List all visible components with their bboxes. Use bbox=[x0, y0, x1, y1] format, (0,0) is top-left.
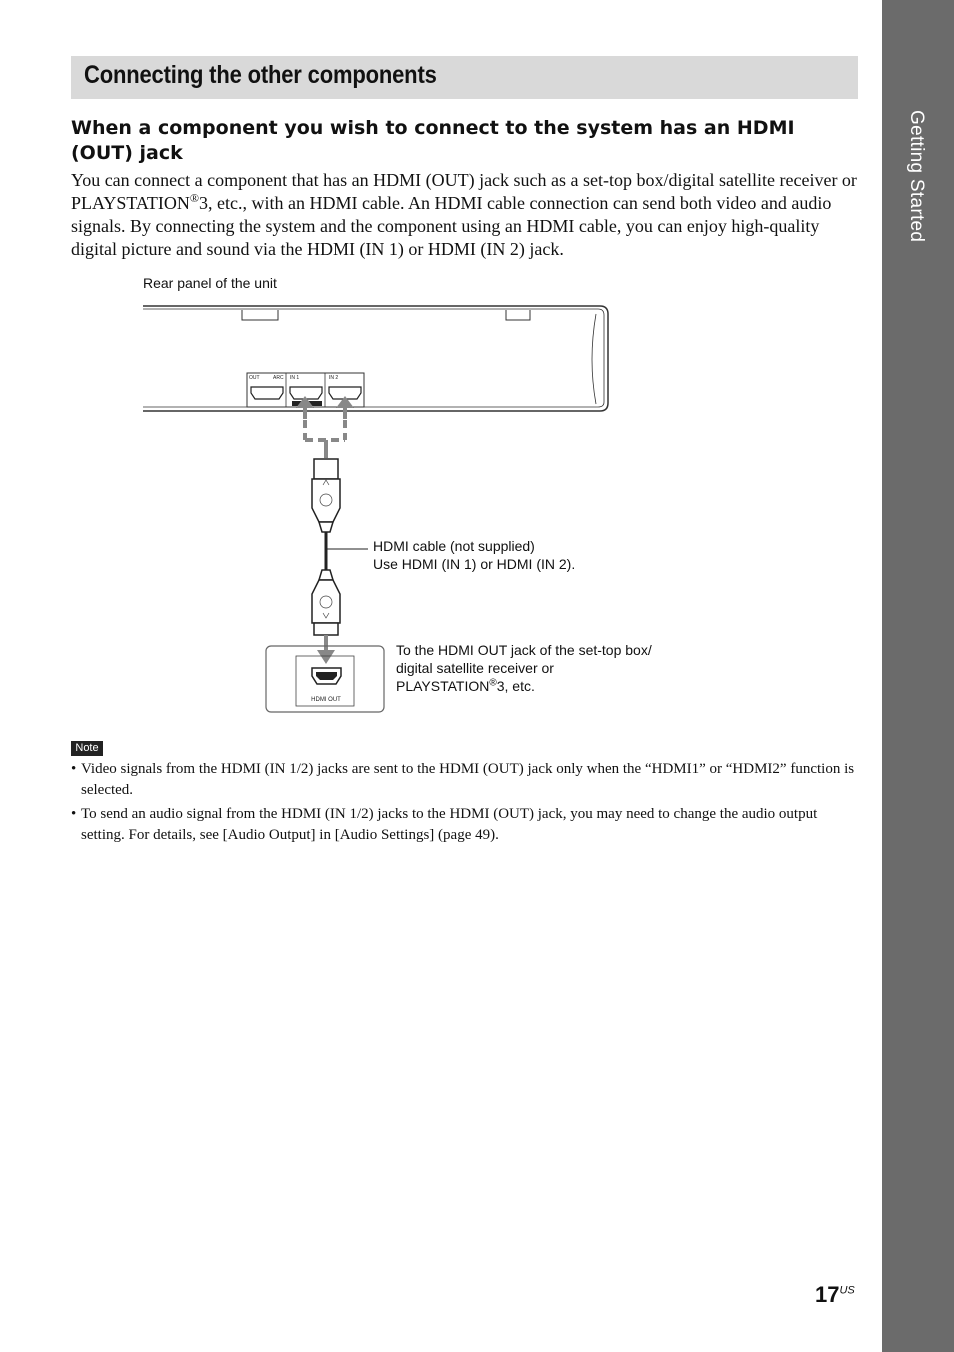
hdmi-cable bbox=[312, 459, 340, 635]
note-item bbox=[71, 759, 861, 801]
arrow-down-icon bbox=[317, 650, 335, 664]
panel-jack-out bbox=[251, 387, 283, 399]
notes-list bbox=[71, 759, 861, 849]
subsection-heading: When a component you wish to connect to the system has an HDMI (OUT) jack bbox=[71, 117, 795, 164]
rear-panel-label: Rear panel of the unit bbox=[143, 275, 277, 291]
bullet: • bbox=[71, 761, 77, 777]
registered-mark: ® bbox=[189, 191, 200, 205]
panel-label-out: OUT bbox=[249, 375, 260, 381]
device-jack-inner bbox=[316, 672, 337, 680]
page-number bbox=[815, 1282, 855, 1308]
target-label-line1: To the HDMI OUT jack of the set-top box/ bbox=[396, 642, 652, 658]
cable-label-line2: Use HDMI (IN 1) or HDMI (IN 2). bbox=[373, 556, 576, 572]
panel-label-in2: IN 2 bbox=[329, 375, 339, 381]
section-title: Connecting the other components bbox=[84, 61, 437, 89]
device-jack-label: HDMI OUT bbox=[311, 697, 341, 703]
intro-text-part1: You can connect a component that has an HDMI (OUT) jack such as a set-top box/digital satellite receiver or PLAYSTATION bbox=[71, 170, 857, 213]
bullet: • bbox=[71, 806, 77, 822]
panel-jack-in1 bbox=[290, 387, 322, 399]
cable-label-line1: HDMI cable (not supplied) bbox=[373, 538, 535, 554]
target-label-playstation: PLAYSTATION bbox=[396, 678, 490, 694]
registered-mark: ® bbox=[489, 677, 497, 689]
note-text: Video signals from the HDMI (IN 1/2) jacks are sent to the HDMI (OUT) jack only when the “HDMI1” or “HDMI2” function is selected. bbox=[81, 761, 855, 798]
target-label-line2: digital satellite receiver or bbox=[396, 660, 554, 676]
note-text: To send an audio signal from the HDMI (IN 1/2) jacks to the HDMI (OUT) jack, you may need to change the audio output setting. For details, see [Audio Output] in [Audio Settings] (page 49). bbox=[81, 806, 818, 843]
page-number-suffix: US bbox=[839, 1284, 855, 1297]
panel-label-arc: ARC bbox=[273, 375, 284, 381]
page-number-value: 17 bbox=[815, 1282, 840, 1307]
rear-panel bbox=[143, 306, 608, 411]
panel-label-in1: IN 1 bbox=[290, 375, 300, 381]
note-item bbox=[71, 804, 861, 846]
intro-text-part2: 3, etc., with an HDMI cable. An HDMI cable connection can send both video and audio signals. By connecting the system and the component using an HDMI cable, you can enjoy high-quality digital picture and sound via the HDMI (IN 1) or HDMI (IN 2) jack. bbox=[71, 193, 832, 259]
target-label-etc: 3, etc. bbox=[496, 678, 535, 694]
note-badge: Note bbox=[71, 741, 103, 756]
dashed-alternative-path bbox=[305, 420, 345, 440]
side-tab-label: Getting Started bbox=[906, 110, 927, 243]
target-label-line3 bbox=[396, 677, 535, 695]
